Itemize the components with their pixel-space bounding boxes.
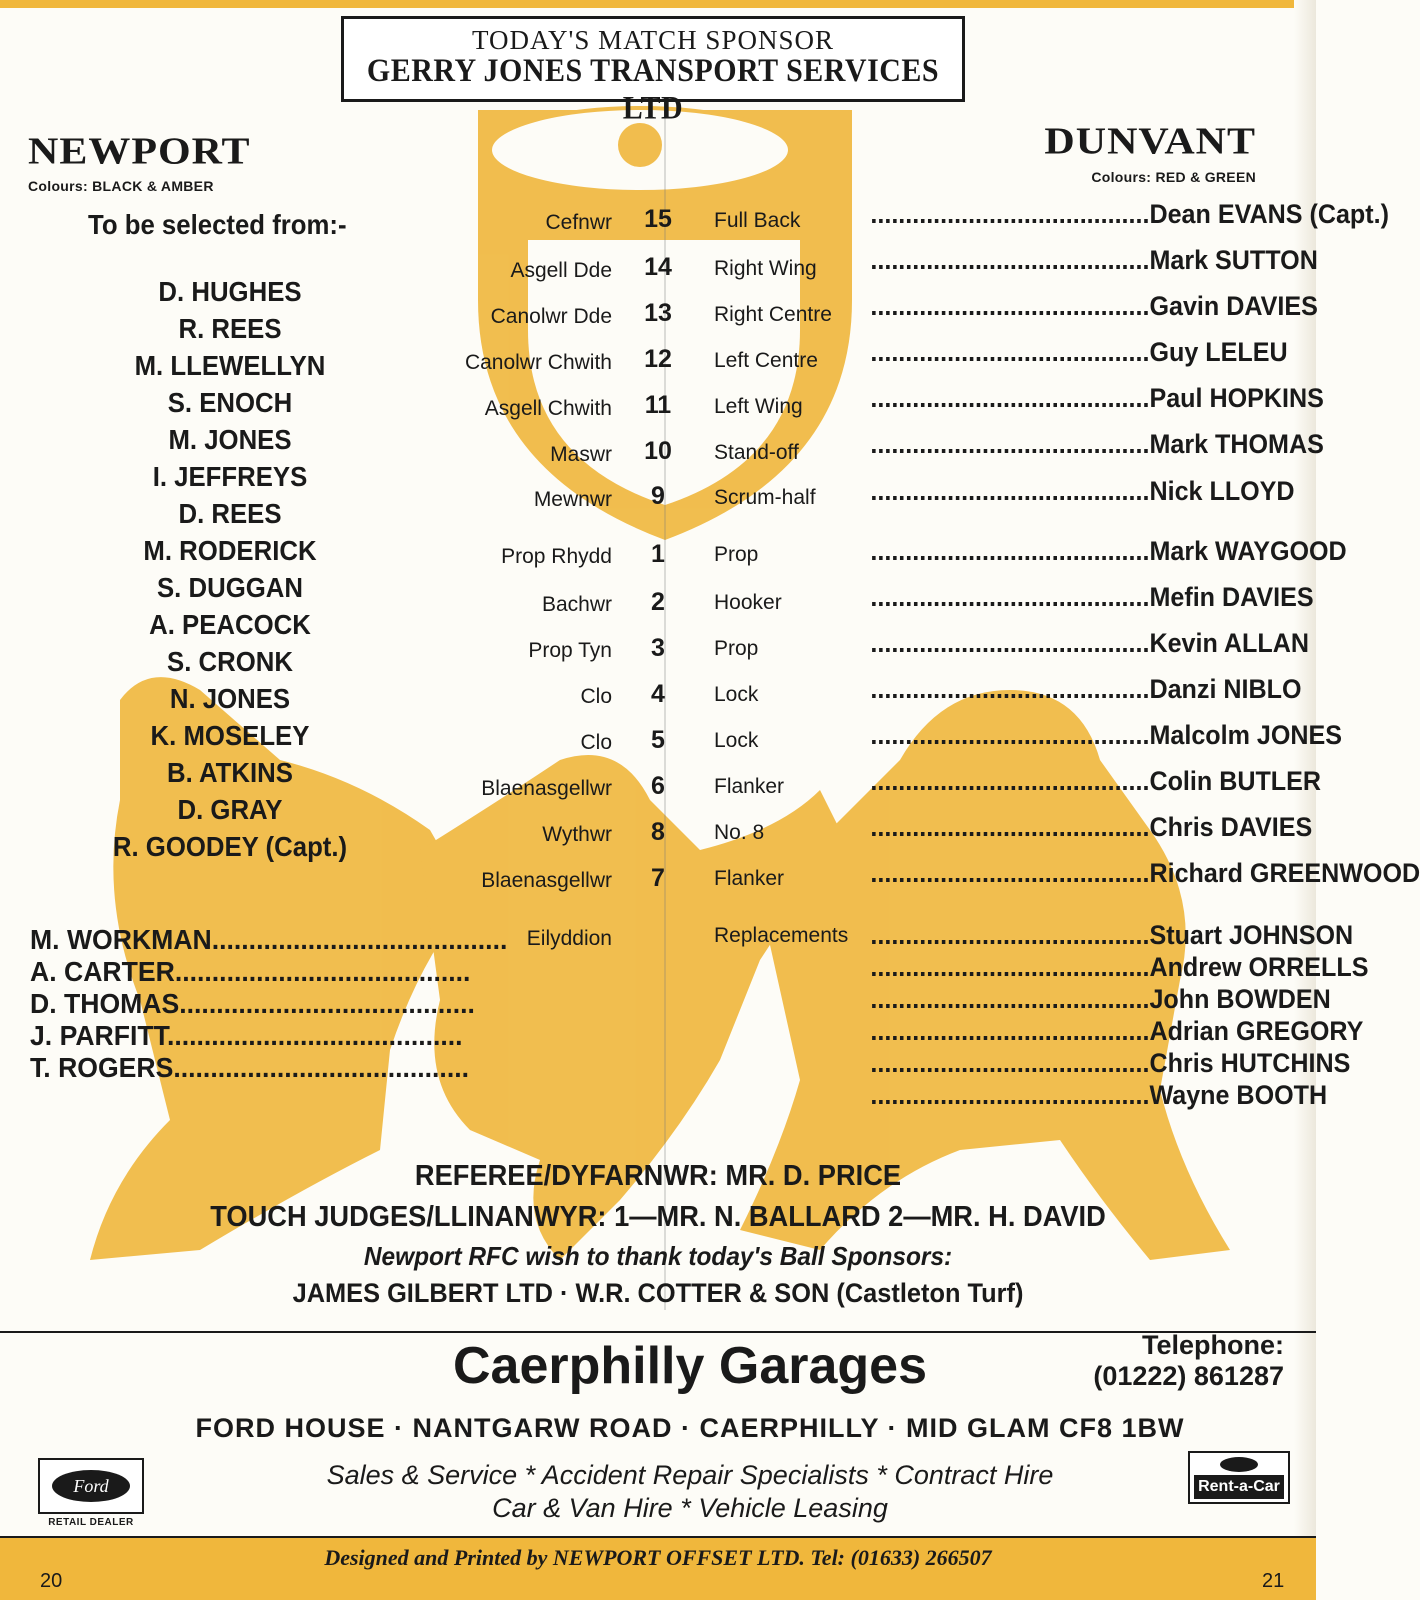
away-player-name: Gavin DAVIES bbox=[1149, 291, 1318, 321]
away-player-name: Kevin ALLAN bbox=[1149, 628, 1309, 658]
shirt-number: 3 bbox=[651, 634, 665, 662]
english-position: Stand-off bbox=[714, 441, 799, 464]
dotted-leader: ........................................ bbox=[166, 1020, 463, 1051]
squad-player: K. MOSELEY bbox=[150, 720, 310, 751]
squad-player: D. REES bbox=[178, 498, 282, 529]
welsh-position: Blaenasgellwr bbox=[481, 777, 612, 800]
reserve-name: D. THOMAS bbox=[30, 988, 180, 1019]
dotted-leader: ........................................ bbox=[870, 1048, 1150, 1078]
dotted-leader: ........................................ bbox=[870, 582, 1150, 612]
welsh-position: Prop Rhydd bbox=[501, 545, 612, 568]
english-position: Right Wing bbox=[714, 257, 817, 280]
welsh-position: Prop Tyn bbox=[528, 639, 612, 662]
squad-player: N. JONES bbox=[169, 683, 291, 714]
away-team-colours: Colours: RED & GREEN bbox=[1091, 169, 1256, 185]
squad-player: D. GRAY bbox=[177, 794, 283, 825]
squad-player: S. ENOCH bbox=[167, 387, 293, 418]
away-player bbox=[870, 858, 1420, 889]
away-replacement-name: Andrew ORRELLS bbox=[1149, 952, 1369, 982]
dotted-leader: ........................................ bbox=[870, 536, 1150, 566]
shirt-number: 12 bbox=[644, 345, 672, 373]
away-player-name: Mark SUTTON bbox=[1149, 245, 1318, 275]
advert-services-line2: Car & Van Hire * Vehicle Leasing bbox=[492, 1493, 888, 1523]
reserve-player bbox=[30, 1020, 463, 1052]
away-player-name: Dean EVANS (Capt.) bbox=[1149, 199, 1389, 229]
reserve-player bbox=[30, 924, 508, 956]
dotted-leader: ........................................ bbox=[870, 628, 1150, 658]
away-player-name: Malcolm JONES bbox=[1149, 720, 1343, 750]
dotted-leader: ........................................ bbox=[174, 956, 471, 987]
english-position: Hooker bbox=[714, 591, 782, 614]
welsh-position: Clo bbox=[580, 685, 612, 708]
away-player-name: Mark THOMAS bbox=[1149, 429, 1324, 459]
english-position: Prop bbox=[714, 637, 759, 660]
away-player bbox=[870, 720, 1343, 751]
english-position: Prop bbox=[714, 543, 759, 566]
ball-sponsors-names: JAMES GILBERT LTD · W.R. COTTER & SON (Castleton Turf) bbox=[292, 1278, 1024, 1308]
away-player-name: Colin BUTLER bbox=[1149, 766, 1322, 796]
home-team-name: NEWPORT bbox=[28, 131, 251, 173]
advert-services-line1: Sales & Service * Accident Repair Specialists * Contract Hire bbox=[326, 1460, 1054, 1490]
shirt-number: 15 bbox=[644, 205, 672, 233]
replacements-label: Replacements bbox=[714, 924, 849, 947]
advert-address: FORD HOUSE · NANTGARW ROAD · CAERPHILLY · MID GLAM CF8 1BW bbox=[195, 1413, 1185, 1443]
sponsor-name: GERRY JONES TRANSPORT SERVICES LTD bbox=[366, 52, 940, 127]
away-replacement-name: Chris HUTCHINS bbox=[1149, 1048, 1351, 1078]
dotted-leader: ........................................ bbox=[870, 1080, 1150, 1110]
advert-divider bbox=[0, 1331, 1316, 1333]
welsh-position: Asgell Chwith bbox=[484, 397, 612, 420]
welsh-position: Bachwr bbox=[541, 593, 612, 616]
away-player-name: Chris DAVIES bbox=[1149, 812, 1313, 842]
dotted-leader: ........................................ bbox=[870, 674, 1150, 704]
welsh-position: Cefnwr bbox=[545, 211, 612, 234]
reserve-name: M. WORKMAN bbox=[30, 924, 212, 955]
squad-player: M. LLEWELLYN bbox=[134, 350, 326, 381]
shirt-number: 6 bbox=[651, 772, 665, 800]
printer-credit: Designed and Printed by NEWPORT OFFSET LTD. Tel: (01633) 266507 bbox=[324, 1545, 992, 1570]
shirt-number: 9 bbox=[651, 482, 665, 510]
retail-dealer-label: RETAIL DEALER bbox=[48, 1517, 134, 1528]
away-player-name: Paul HOPKINS bbox=[1149, 383, 1324, 413]
away-player bbox=[870, 766, 1322, 797]
away-player bbox=[870, 245, 1318, 276]
welsh-replacements: Eilyddion bbox=[526, 927, 612, 950]
dotted-leader: ........................................ bbox=[870, 199, 1150, 229]
away-player bbox=[870, 383, 1324, 414]
home-team-colours: Colours: BLACK & AMBER bbox=[28, 178, 214, 194]
page-number-right: 21 bbox=[1262, 1570, 1285, 1592]
reserve-player bbox=[30, 1052, 469, 1084]
dotted-leader: ........................................ bbox=[870, 291, 1150, 321]
away-player bbox=[870, 582, 1314, 613]
dotted-leader: ........................................ bbox=[179, 988, 475, 1019]
dotted-leader: ........................................ bbox=[870, 766, 1150, 796]
shirt-number: 11 bbox=[644, 391, 672, 419]
shirt-number: 13 bbox=[644, 299, 672, 327]
welsh-position: Asgell Dde bbox=[510, 259, 612, 282]
english-position: Lock bbox=[714, 729, 759, 752]
welsh-position: Blaenasgellwr bbox=[481, 869, 612, 892]
away-player-name: Guy LELEU bbox=[1149, 337, 1288, 367]
squad-player: S. CRONK bbox=[167, 646, 293, 677]
away-replacement bbox=[870, 1016, 1364, 1047]
dotted-leader: ........................................ bbox=[870, 429, 1150, 459]
squad-player: M. JONES bbox=[168, 424, 292, 455]
ford-oval-icon bbox=[1220, 1457, 1258, 1472]
english-position: Flanker bbox=[714, 867, 785, 890]
reserve-player bbox=[30, 956, 471, 988]
away-player bbox=[870, 291, 1318, 322]
squad-player: I. JEFFREYS bbox=[152, 461, 308, 492]
shirt-number: 1 bbox=[651, 540, 665, 568]
away-replacement bbox=[870, 1080, 1328, 1111]
dotted-leader: ........................................ bbox=[173, 1052, 469, 1083]
dotted-leader: ........................................ bbox=[870, 952, 1150, 982]
page-number-left: 20 bbox=[40, 1570, 63, 1592]
shirt-number: 14 bbox=[644, 253, 672, 281]
squad-player: S. DUGGAN bbox=[157, 572, 303, 603]
advert-phone-label: Telephone: bbox=[1141, 1330, 1284, 1360]
away-player-name: Mark WAYGOOD bbox=[1149, 536, 1347, 566]
away-player bbox=[870, 199, 1389, 230]
welsh-position: Wythwr bbox=[542, 823, 612, 846]
ford-logo bbox=[38, 1458, 144, 1514]
english-position: Flanker bbox=[714, 775, 785, 798]
reserve-name: J. PARFITT bbox=[30, 1020, 167, 1051]
away-player-name: Danzi NIBLO bbox=[1149, 674, 1302, 704]
welsh-position: Clo bbox=[580, 731, 612, 754]
away-replacement-name: Adrian GREGORY bbox=[1149, 1016, 1364, 1046]
english-position: Scrum-half bbox=[714, 486, 816, 509]
dotted-leader: ........................................ bbox=[870, 812, 1150, 842]
away-replacement-name: John BOWDEN bbox=[1149, 984, 1331, 1014]
dotted-leader: ........................................ bbox=[870, 245, 1150, 275]
away-player-name: Nick LLOYD bbox=[1149, 476, 1295, 506]
away-player bbox=[870, 536, 1347, 567]
dotted-leader: ........................................ bbox=[870, 920, 1150, 950]
squad-player: R. REES bbox=[178, 313, 282, 344]
sponsor-label: TODAY'S MATCH SPONSOR bbox=[472, 25, 834, 55]
away-team-name: DUNVANT bbox=[1044, 121, 1256, 163]
reserve-name: T. ROGERS bbox=[30, 1052, 174, 1083]
shirt-number: 4 bbox=[651, 680, 665, 708]
advert-phone: (01222) 861287 bbox=[1093, 1361, 1284, 1391]
away-replacement-name: Wayne BOOTH bbox=[1149, 1080, 1328, 1110]
match-sponsor-box bbox=[341, 16, 965, 127]
dotted-leader: ........................................ bbox=[870, 1016, 1150, 1046]
english-position: Right Centre bbox=[714, 303, 832, 326]
english-position: Full Back bbox=[714, 209, 801, 232]
away-replacement-name: Stuart JOHNSON bbox=[1149, 920, 1354, 950]
touch-judges-line: TOUCH JUDGES/LLINANWYR: 1—MR. N. BALLARD 2—MR. H. DAVID bbox=[210, 1201, 1106, 1233]
away-replacement bbox=[870, 952, 1369, 983]
ford-oval-icon: Ford bbox=[52, 1470, 130, 1502]
english-position: Lock bbox=[714, 683, 759, 706]
away-player bbox=[870, 429, 1324, 460]
squad-player: M. RODERICK bbox=[143, 535, 317, 566]
away-player bbox=[870, 337, 1288, 368]
referee-line: REFEREE/DYFARNWR: MR. D. PRICE bbox=[414, 1160, 902, 1192]
away-replacement bbox=[870, 1048, 1351, 1079]
dotted-leader: ........................................ bbox=[870, 858, 1150, 888]
english-position: No. 8 bbox=[714, 821, 765, 844]
rent-a-car-label: Rent-a-Car bbox=[1194, 1475, 1284, 1499]
welsh-position: Maswr bbox=[550, 443, 612, 466]
ball-sponsors-heading: Newport RFC wish to thank today's Ball Sponsors: bbox=[363, 1241, 953, 1271]
squad-player: D. HUGHES bbox=[158, 276, 302, 307]
welsh-position: Canolwr Dde bbox=[490, 305, 612, 328]
away-player-name: Mefin DAVIES bbox=[1149, 582, 1314, 612]
dotted-leader: ........................................ bbox=[211, 924, 508, 955]
shirt-number: 7 bbox=[651, 864, 665, 892]
away-player bbox=[870, 476, 1295, 507]
welsh-position: Mewnwr bbox=[533, 488, 612, 511]
english-position: Left Wing bbox=[714, 395, 803, 418]
advert-title: Caerphilly Garages bbox=[453, 1337, 927, 1395]
away-player bbox=[870, 674, 1302, 705]
welsh-position: Canolwr Chwith bbox=[464, 351, 612, 374]
shirt-number: 5 bbox=[651, 726, 665, 754]
reserve-player bbox=[30, 988, 475, 1020]
away-player bbox=[870, 628, 1309, 659]
squad-header: To be selected from:- bbox=[88, 209, 347, 240]
english-position: Left Centre bbox=[714, 349, 818, 372]
away-replacement bbox=[870, 920, 1354, 951]
shirt-number: 2 bbox=[651, 588, 665, 616]
away-replacement bbox=[870, 984, 1331, 1015]
dotted-leader: ........................................ bbox=[870, 337, 1150, 367]
rent-a-car-logo bbox=[1188, 1451, 1290, 1504]
away-player-name: Richard GREENWOOD bbox=[1149, 858, 1420, 888]
away-player bbox=[870, 812, 1313, 843]
dotted-leader: ........................................ bbox=[870, 383, 1150, 413]
dotted-leader: ........................................ bbox=[870, 720, 1150, 750]
squad-player: B. ATKINS bbox=[167, 757, 293, 788]
shirt-number: 8 bbox=[651, 818, 665, 846]
reserve-name: A. CARTER bbox=[30, 956, 175, 987]
dotted-leader: ........................................ bbox=[870, 984, 1150, 1014]
squad-player: A. PEACOCK bbox=[149, 609, 311, 640]
dotted-leader: ........................................ bbox=[870, 476, 1150, 506]
squad-player-captain: R. GOODEY (Capt.) bbox=[112, 831, 348, 862]
shirt-number: 10 bbox=[644, 437, 672, 465]
